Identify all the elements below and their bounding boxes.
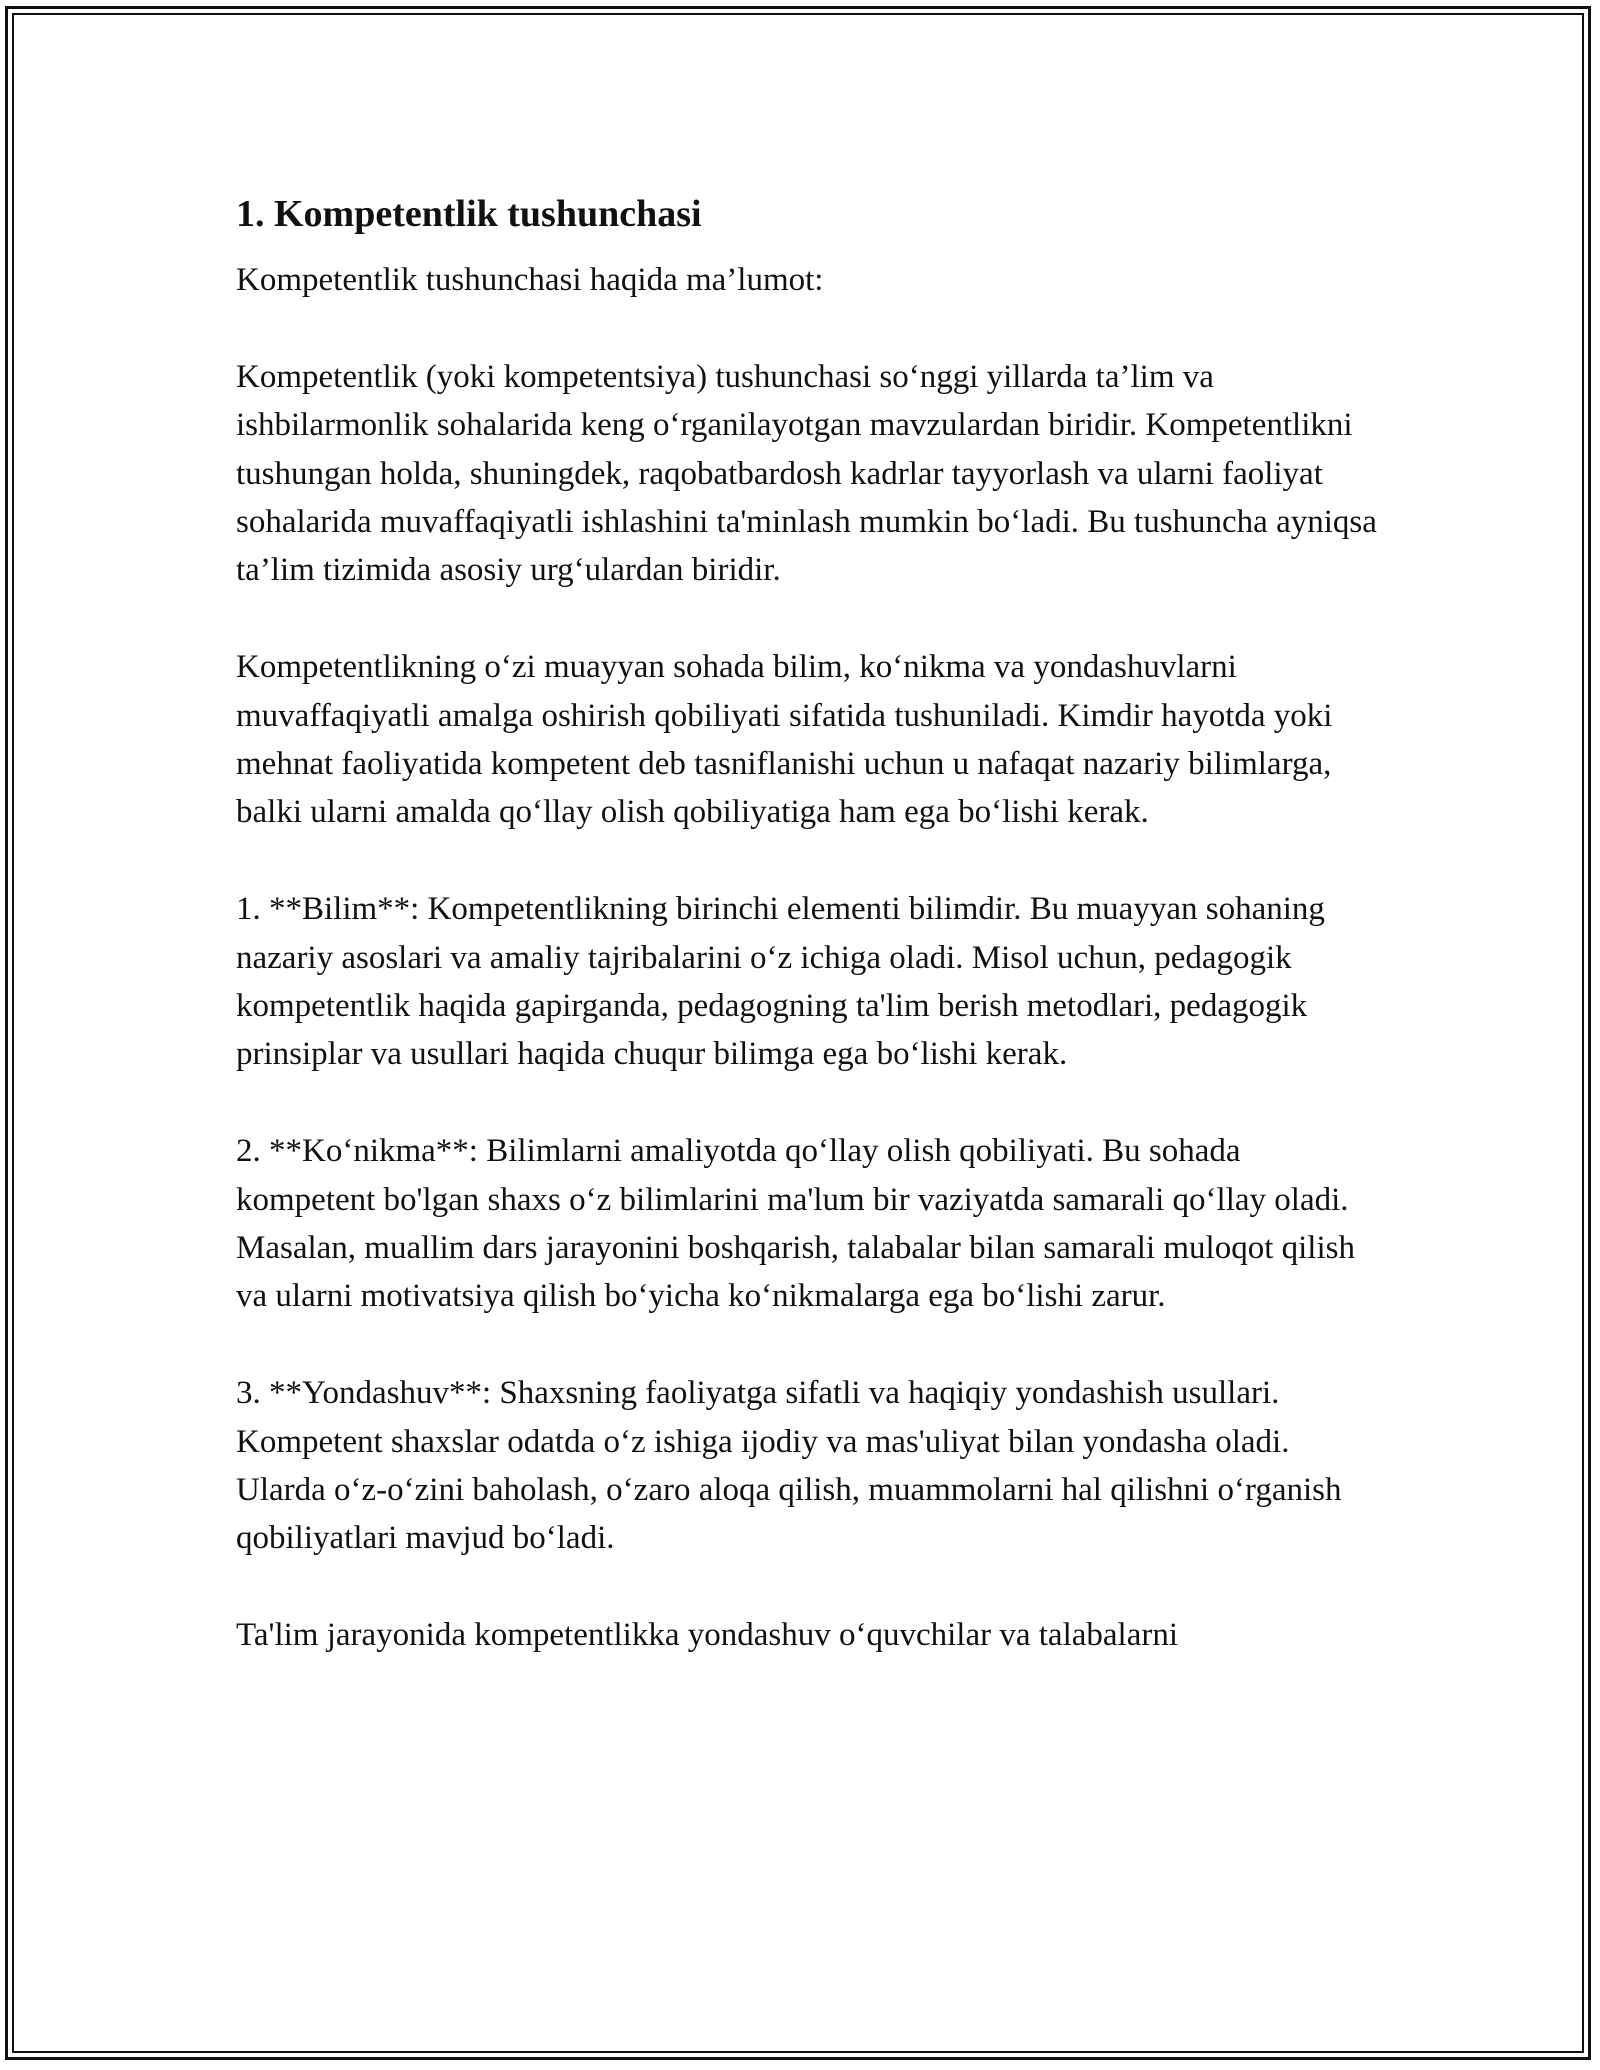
paragraph-intro: Kompetentlik tushunchasi haqida ma’lumot: bbox=[236, 262, 824, 298]
list-item-konikma: 2. **Ko‘nikma**: Bilimlarni amaliyotda qo‘llay olish qobiliyati. Bu sohada kompetent bo'lgan shaxs o‘z bilimlarini ma'lum bir vaziyatda samarali qo‘llay oladi. Masalan, muallim dars jarayonini boshqarish, talabalar bilan samarali muloqot qilish va ularni motivatsiya qilish bo‘yicha ko‘nikmalarga ega bo‘lishi zarur. bbox=[236, 1133, 1355, 1315]
paragraph-definition: Kompetentlik (yoki kompetentsiya) tushunchasi so‘nggi yillarda ta’lim va ishbilarmonlik sohalarida keng o‘rganilayotgan mavzulardan biridir. Kompetentlikni tushungan holda, shuningdek, raqobatbardosh kadrlar tayyorlash va ularni faoliyat sohalarida muvaffaqiyatli ishlashini ta'minlash mumkin bo‘ladi. Bu tushuncha ayniqsa ta’lim tizimida asosiy urg‘ulardan biridir. bbox=[236, 358, 1377, 589]
paragraph-continuation: Ta'lim jarayonida kompetentlikka yondashuv o‘quvchilar va talabalarni bbox=[236, 1617, 1178, 1654]
document-title: 1. Kompetentlik tushunchasi bbox=[236, 193, 702, 235]
paragraph-essence: Kompetentlikning o‘zi muayyan sohada bilim, ko‘nikma va yondashuvlarni muvaffaqiyatli amalga oshirish qobiliyati sifatida tushuniladi. Kimdir hayotda yoki mehnat faoliyatida kompetent deb tasniflanishi uchun u nafaqat nazariy bilimlarga, balki ularni amalda qo‘llay olish qobiliyatiga ham ega bo‘lishi kerak. bbox=[236, 649, 1333, 831]
document-body bbox=[236, 186, 1386, 1708]
list-item-yondashuv: 3. **Yondashuv**: Shaxsning faoliyatga sifatli va haqiqiy yondashish usullari. Kompetent shaxslar odatda o‘z ishiga ijodiy va mas'uliyat bilan yondasha oladi. Ularda o‘z-o‘zini baholash, o‘zaro aloqa qilish, muammolarni hal qilishni o‘rganish qobiliyatlari mavjud bo‘ladi. bbox=[236, 1375, 1342, 1557]
list-item-bilim: 1. **Bilim**: Kompetentlikning birinchi elementi bilimdir. Bu muayyan sohaning nazariy asoslari va amaliy tajribalarini o‘z ichiga oladi. Misol uchun, pedagogik kompetentlik haqida gapirganda, pedagogning ta'lim berish metodlari, pedagogik prinsiplar va usullari haqida chuqur bilimga ega bo‘lishi kerak. bbox=[236, 891, 1325, 1073]
